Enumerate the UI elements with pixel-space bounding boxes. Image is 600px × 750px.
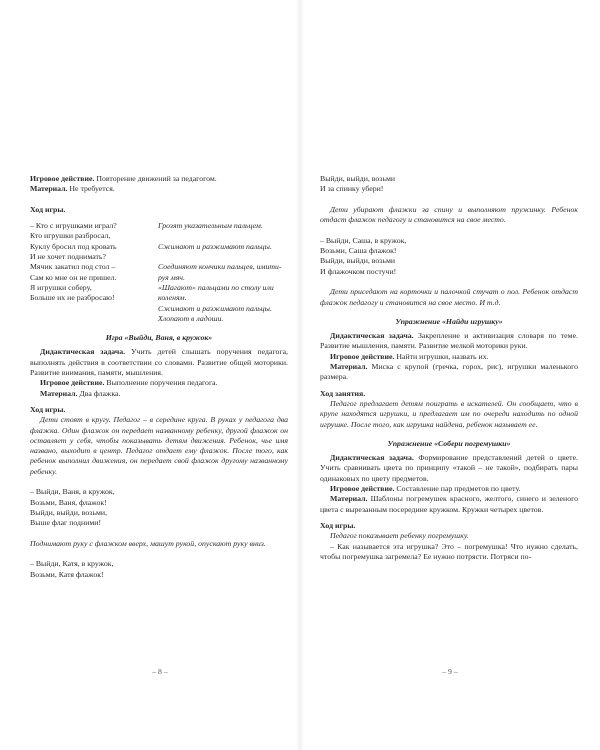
verse-line: Возьми, Катя флажок!: [30, 569, 104, 579]
rhyme-line: Мячик закатил под стол – Соединяют кончики пальцев, имити-: [30, 262, 282, 272]
ex1-action: Игровое действие. Найти игрушки, назвать их.: [330, 351, 489, 361]
verse-line: Возьми, Ваня, флажок!: [30, 497, 107, 507]
verse-line: Выйди, выйди, возьми,: [30, 507, 107, 517]
hod2-text: Дети стоят в кругу. Педагог – в середине круга. В руках у педагога два флажка. Один флажок он передает названному ребенку, другой флажок он оставляет у себя, чтобы показывать детям движения. Ребенок, чье имя названо, выходит в центр. Педагог отдает ему флажок. После того, как ребенок выполнил движения, он передает свой флажок другому названному ребенку.: [30, 415, 288, 476]
intro-material: Материал. Не требуется.: [30, 184, 115, 194]
page-number-right: – 9 –: [442, 667, 458, 676]
rhyme-line: И не хочет поднимать?: [30, 252, 106, 262]
ex1-material: Материал. Миска с крупой (гречка, горох, рис), игрушки маленького размера.: [320, 362, 578, 382]
verse-line: И за спинку убери!: [320, 184, 384, 194]
hod-title: Ход игры.: [30, 204, 66, 214]
exercise1-title: Упражнение «Найди игрушку»: [395, 316, 503, 326]
rhyme-line: Сжимают и разжимают пальцы.: [158, 303, 272, 313]
rhyme-line: Кто игрушки разбросал,: [30, 231, 111, 241]
ex2-action: Игровое действие. Составление пар предметов по цвету.: [330, 484, 521, 494]
game-material: Материал. Два флажка.: [40, 388, 121, 398]
ex1-didactic: Дидактическая задача. Закрепление и активизация словаря по теме. Развитие мышления, памяти. Развитие мелкой моторики руки.: [320, 331, 578, 351]
verse-vanya: [30, 487, 288, 528]
game-title: Игра «Выйди, Ваня, в кружок»: [105, 333, 213, 343]
squat-text: Дети приседают на корточки и палочкой стучат о пол. Ребенок отдаст флажок педагогу и становится на свое место. И т.д.: [320, 287, 578, 307]
verse-line: Выйди, выйди, возьми: [320, 174, 396, 183]
verse-sasha: [320, 236, 578, 277]
verse-line: – Выйди, Саша, в кружок,: [320, 235, 407, 245]
verse-top: [320, 174, 578, 195]
rhyme-line: Сам ко мне он не пришел. руя мяч.: [30, 272, 185, 282]
rhyme-line: – Кто с игрушками играл? Грозят указательным пальцем.: [30, 221, 263, 231]
game-action: Игровое действие. Выполнение поручения педагога.: [40, 378, 218, 388]
ex2-hod-text: – Как называется эта игрушка? Это – погремушка! Что нужно сделать, чтобы погремушка загремела? Ее нужно потрясти. Потряси по-: [320, 541, 578, 561]
exercise2-title: Упражнение «Собери погремушки»: [387, 438, 511, 448]
rhyme-line: Куклу бросил под кровать Сжимают и разжимают пальцы.: [30, 241, 272, 251]
ex2-hod-intro: Педагог показывает ребенку погремушку.: [330, 531, 469, 541]
verse-katya: [30, 559, 288, 580]
ex2-hod-title: Ход игры.: [320, 520, 356, 530]
verse-line: – Выйди, Ваня, в кружок,: [30, 487, 115, 497]
right-column: [320, 174, 578, 562]
raise-text: Поднимают руку с флажком вверх, машут рукой, опускают руку вниз.: [30, 538, 266, 548]
page-number-left: – 8 –: [152, 667, 168, 676]
ex1-hod-title: Ход занятия.: [320, 388, 366, 398]
left-column: [30, 174, 288, 580]
hod2-title: Ход игры.: [30, 404, 66, 414]
verse-line: Выше флаг подними!: [30, 518, 102, 528]
intro-action: Игровое действие. Повторение движений за педагогом.: [30, 174, 217, 183]
rhyme-line: Я игрушки соберу, «Шагают» пальцами по столу или: [30, 282, 274, 292]
ex2-material: Материал. Шаблоны погремушек красного, желтого, синего и зеленого цвета с вырезанным посередине кружком. Кружки четырех цветов.: [320, 494, 578, 514]
verse-line: – Выйди, Катя, в кружок,: [30, 559, 114, 569]
rhyme-block: [30, 221, 288, 324]
ex2-didactic: Дидактическая задача. Формирование представлений детей о цвете. Учить сравнивать цвета по принципу «такой – не такой», подбирать пары одинаковых по цвету предметов.: [320, 453, 578, 483]
right-page: [300, 0, 600, 750]
hide-text: Дети убирают флажки за спину и выполняют пружинку. Ребенок отдаст флажок педагогу и становится на свое место.: [320, 204, 578, 225]
didactic-task: Дидактическая задача. Учить детей слышать поручения педагога, выполнять действия в соответствии со словами. Развитие общей моторики. Развитие внимания, памяти, мышления.: [30, 347, 288, 378]
verse-line: И флажочком постучи!: [320, 266, 397, 276]
rhyme-line: Больше их не разбросаю! коленям.: [30, 293, 187, 303]
ex1-hod-text: Педагог предлагает детям поиграть в искателей. Он сообщает, что в крупе находятся игрушки, и предлагает им по очереди находить по одной игрушке. После того, как игрушка найдена, ребенок называет ее.: [320, 398, 578, 429]
rhyme-line: Хлопают в ладоши.: [158, 313, 224, 323]
verse-line: Выйди, выйди, возьми: [320, 256, 396, 266]
verse-line: Возьми, Саша флажок!: [320, 246, 397, 256]
